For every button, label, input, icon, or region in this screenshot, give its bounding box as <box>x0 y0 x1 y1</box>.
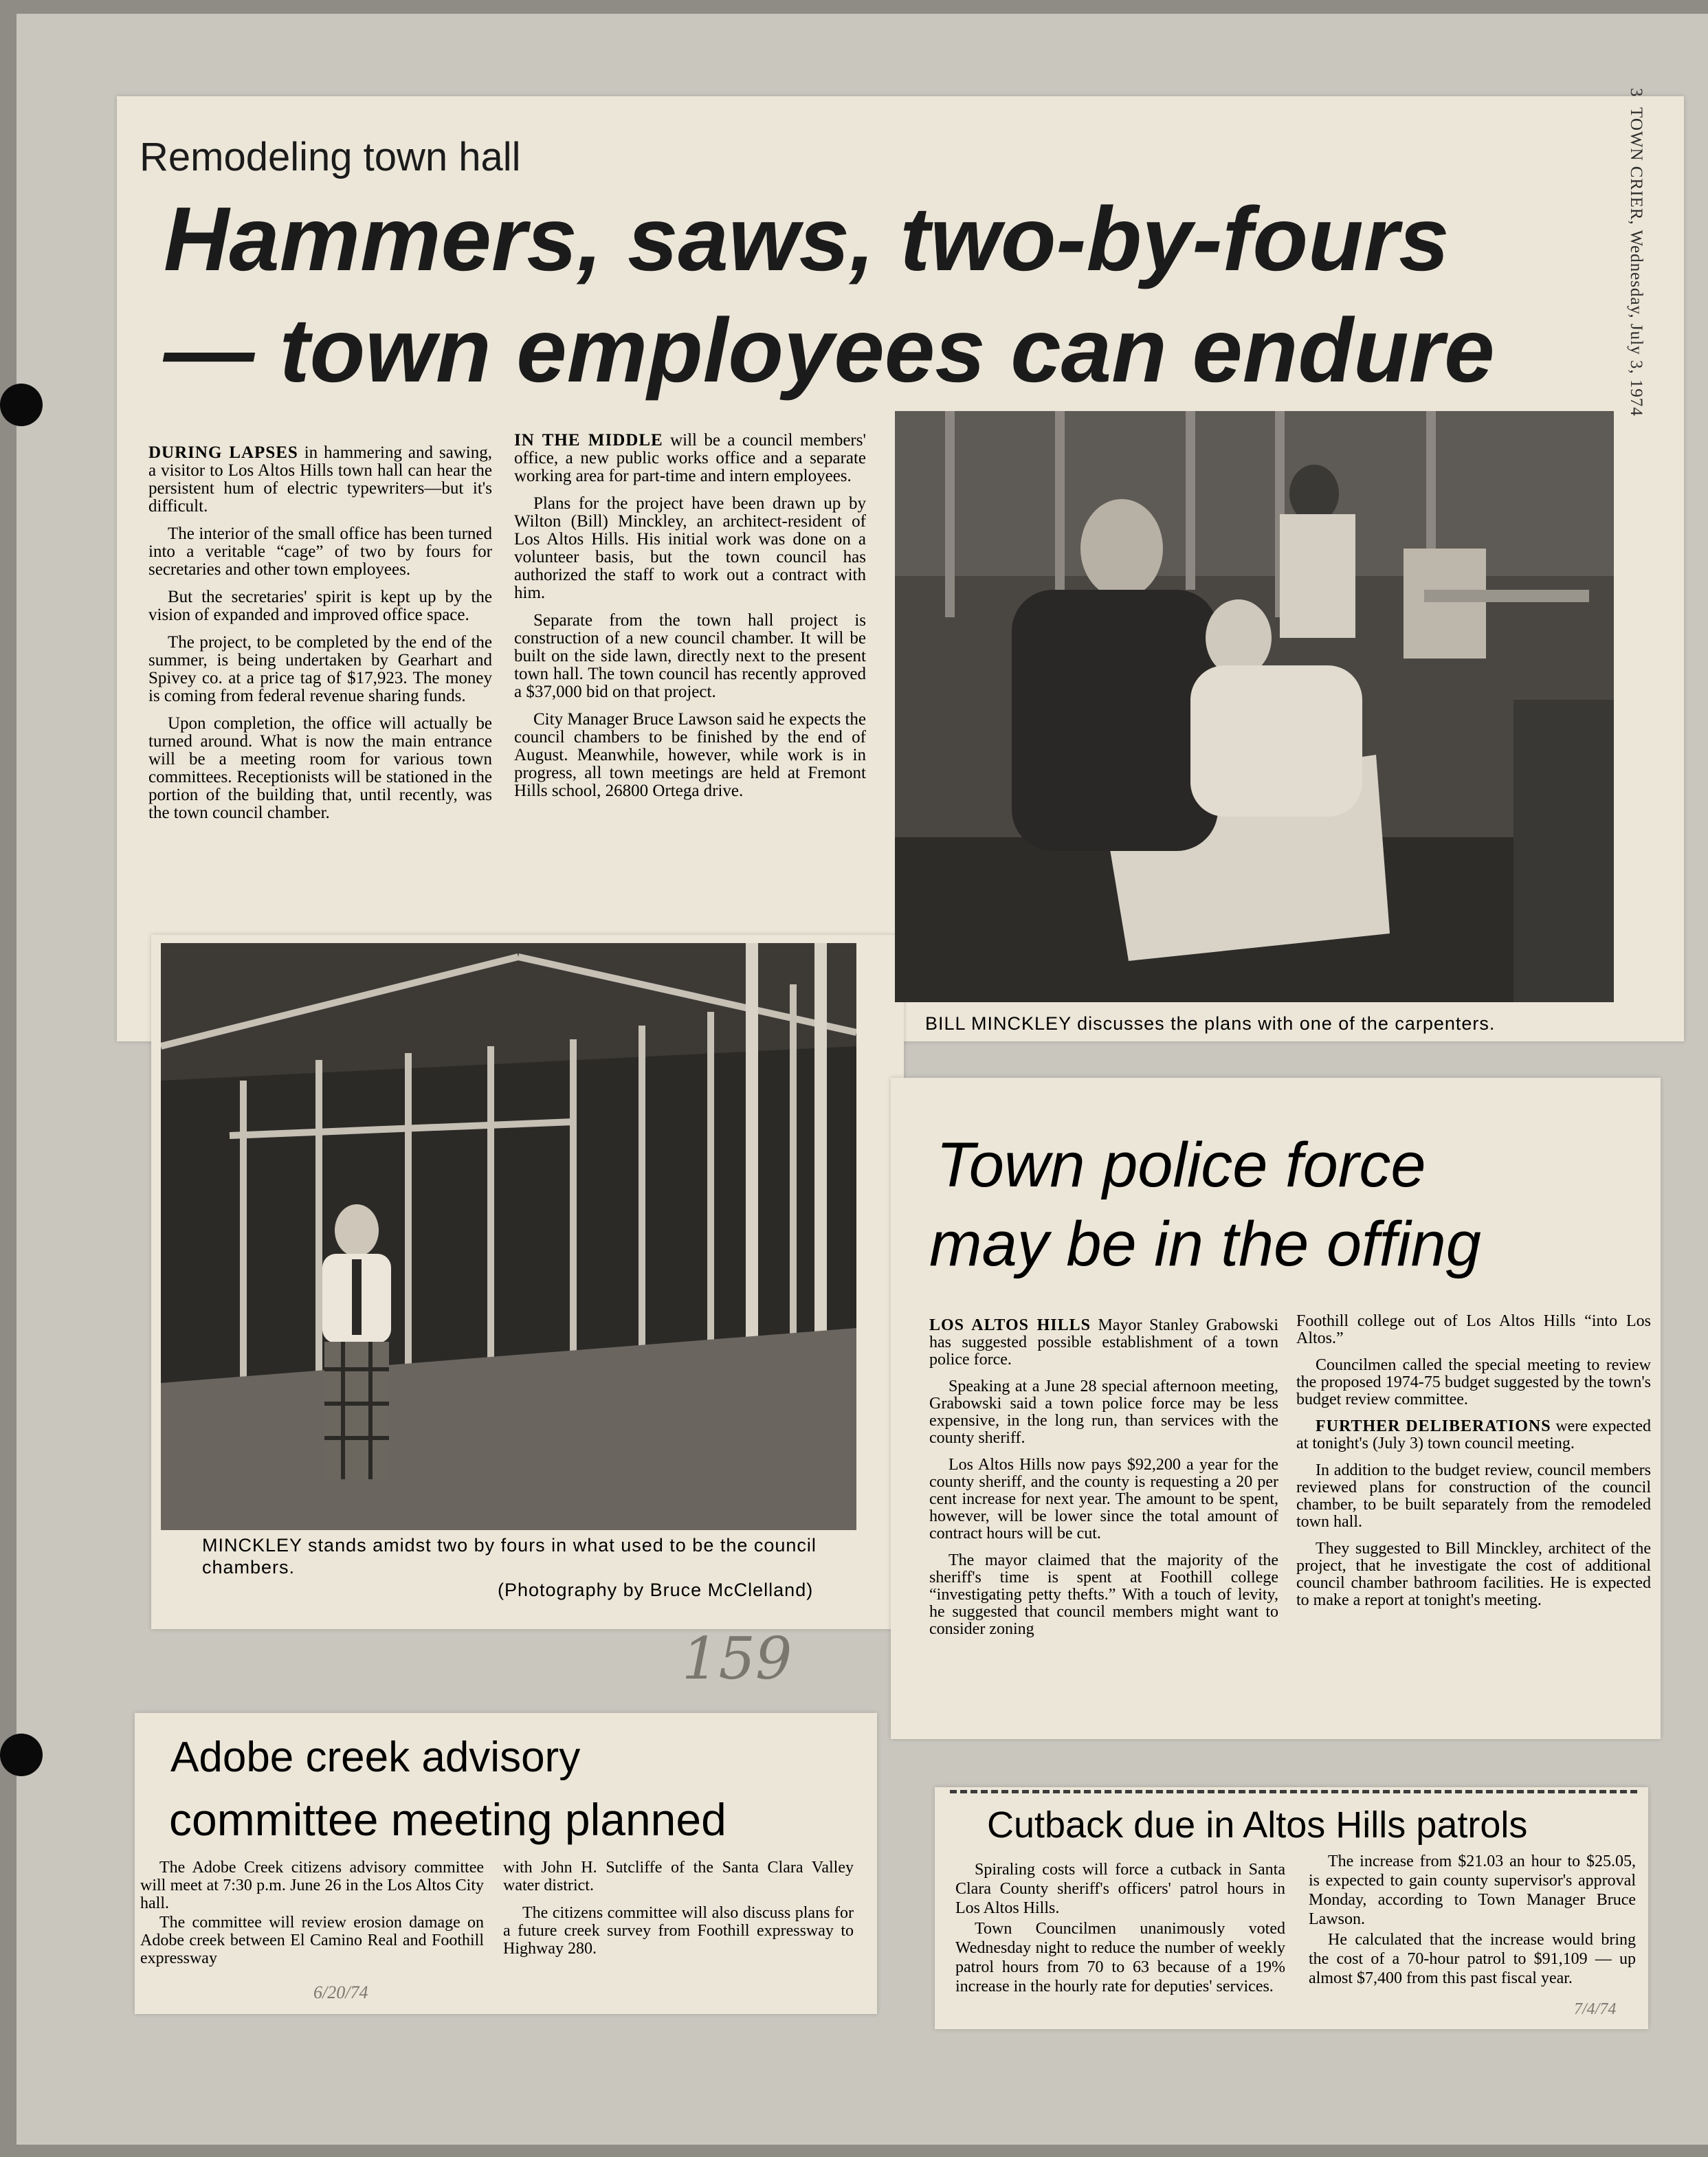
remodel-col2-p1: will be a council members' office, a new public works office and a separate working area for part-time and intern employees. <box>514 431 866 485</box>
police-col1-p2: Speaking at a June 28 special afternoon meeting, Grabowski said a town police force may be less expensive, in the long run, than services with the county sheriff. <box>929 1378 1278 1447</box>
adobe-col1-p2: The committee will review erosion damage on Adobe creek between El Camino Real and Foothill expressway <box>140 1914 484 1967</box>
binder-hole-bottom <box>0 1734 43 1776</box>
remodel-col2-p4: City Manager Bruce Lawson said he expects the council chambers to be finished by the end of August. Meanwhile, however, while work is in progress, all town meetings are held at Fremont Hills school, 26800 Ortega drive. <box>514 710 866 800</box>
photo2-caption: MINCKLEY stands amidst two by fours in what used to be the council chambers. <box>202 1535 817 1578</box>
clipping-top-rule <box>950 1790 1637 1793</box>
remodel-lead-caps: DURING LAPSES <box>148 443 298 462</box>
adobe-headline-line1: Adobe creek advisory <box>170 1734 581 1781</box>
publication-line: TOWN CRIER, Wednesday, July 3, 1974 <box>1627 107 1645 417</box>
page-number: 3 <box>1627 88 1645 98</box>
remodel-col1-p2: The interior of the small office has been turned into a veritable “cage” of two by fours for secretaries and other town employees. <box>148 524 492 579</box>
photo1-caption: BILL MINCKLEY discusses the plans with one of the carpenters. <box>925 1013 1496 1034</box>
adobe-col2-p1: with John H. Sutcliffe of the Santa Clara Valley water district. <box>503 1859 854 1894</box>
police-lead-caps: LOS ALTOS HILLS <box>929 1316 1091 1334</box>
remodel-column-1 <box>148 444 492 832</box>
article-kicker: Remodeling town hall <box>140 135 521 179</box>
remodel-col1-p5: Upon completion, the office will actually be turned around. What is now the main entrance will be a meeting room for various town committees. Receptionists will be stationed in the portion of the building that, until recently, was the town council chamber. <box>148 714 492 822</box>
cutback-col2-p2: He calculated that the increase would bring the cost of a 70-hour patrol to $91,109 — up almost $7,400 from this past fiscal year. <box>1309 1931 1636 1987</box>
police-headline-line2: may be in the offing <box>929 1209 1481 1279</box>
remodel-col1-p4: The project, to be completed by the end of the summer, is being undertaken by Gearhart and Spivey co. at a price tag of $17,923. The money is coming from federal revenue sharing funds. <box>148 633 492 705</box>
binder-hole-top <box>0 384 43 426</box>
police-col2-p5: They suggested to Bill Minckley, architect of the project, that he investigate the cost of additional council chamber bathroom facilities. He is expected to make a report at tonight's meeting. <box>1296 1540 1651 1609</box>
article-headline-line1: Hammers, saws, two-by-fours <box>164 188 1450 289</box>
adobe-headline-line2: committee meeting planned <box>169 1794 727 1845</box>
cutback-col1-p1: Spiraling costs will force a cutback in Santa Clara County sheriff's officers' patrol hours in Los Altos Hills. <box>955 1861 1285 1917</box>
police-col1-p1: Mayor Stanley Grabowski has suggested possible establishment of a town police force. <box>929 1316 1279 1369</box>
cutback-headline: Cutback due in Altos Hills patrols <box>987 1804 1528 1846</box>
police-col2-p2: Councilmen called the special meeting to review the proposed 1974-75 budget suggested by the town's budget review committee. <box>1296 1356 1651 1408</box>
police-col1-p4: The mayor claimed that the majority of the sheriff's time is spent at Foothill college “investigating petty thefts.” With a touch of levity, he suggested that council members might want to consider zoning <box>929 1551 1278 1638</box>
article-headline-line2: — town employees can endure <box>164 300 1495 401</box>
adobe-col2-p2: The citizens committee will also discuss plans for a future creek survey from Foothill expressway to Highway 280. <box>503 1904 854 1958</box>
adobe-column-2 <box>503 1859 854 1967</box>
photo-framing-drawing <box>161 943 856 1530</box>
police-col2-p4: In addition to the budget review, council members reviewed plans for construction of the council chamber, to be built separately from the remodeled town hall. <box>1296 1461 1651 1531</box>
publication-dateline <box>1626 88 1645 473</box>
cutback-col1-p2: Town Councilmen unanimously voted Wednesday night to reduce the number of weekly patrol hours from 70 to 63 because of a 19% increase in the hourly rate for deputies' services. <box>955 1920 1285 1995</box>
adobe-column-1 <box>140 1859 484 1977</box>
police-column-2 <box>1296 1313 1651 1619</box>
photo-credit: (Photography by Bruce McClelland) <box>498 1580 814 1600</box>
remodel-col1-p1: in hammering and sawing, a visitor to Los Altos Hills town hall can hear the persistent hum of electric typewriters—but it's difficult. <box>148 443 492 516</box>
remodel-col2-p2: Plans for the project have been drawn up by Wilton (Bill) Minckley, an architect-resident of Los Altos Hills. His initial work was done on a volunteer basis, but the town council has authorized the staff to work out a contract with him. <box>514 494 866 602</box>
police-headline-line1: Town police force <box>936 1130 1426 1200</box>
remodel-col1-p3: But the secretaries' spirit is kept up by the vision of expanded and improved office space. <box>148 588 492 624</box>
cutback-column-2 <box>1309 1852 1636 1998</box>
police-col2-p1: Foothill college out of Los Altos Hills “into Los Altos.” <box>1296 1312 1651 1347</box>
photo-carpenters-drawing <box>895 411 1614 1002</box>
remodel-col2-p3: Separate from the town hall project is construction of a new council chamber. It will be built on the side lawn, directly next to the present town hall. The town council has recently approved a $37,000 bid on that project. <box>514 611 866 701</box>
remodel-column-2 <box>514 432 866 810</box>
adobe-col1-p1: The Adobe Creek citizens advisory committee will meet at 7:30 p.m. June 26 in the Los Altos City hall. <box>140 1859 484 1912</box>
police-lead-caps-2: FURTHER DELIBERATIONS <box>1316 1417 1551 1435</box>
police-column-1 <box>929 1317 1278 1648</box>
cutback-col2-p1: The increase from $21.03 an hour to $25.05, is expected to gain county supervisor's approval Monday, according to Town Manager Bruce Lawson. <box>1309 1852 1636 1928</box>
cutback-column-1 <box>955 1860 1285 2006</box>
photo-minckley-with-carpenter <box>895 411 1614 1002</box>
police-col2-p3: were expected at tonight's (July 3) town council meeting. <box>1296 1417 1652 1452</box>
handwritten-page-number: 159 <box>682 1625 792 1692</box>
adobe-handwritten-date: 6/20/74 <box>313 1982 368 2002</box>
photo-minckley-in-framing <box>161 943 856 1530</box>
police-col1-p3: Los Altos Hills now pays $92,200 a year for the county sheriff, and the county is requesting a 20 per cent increase for next year. The amount to be spent, however, will be lower since the total amount of contract hours will be cut. <box>929 1456 1278 1542</box>
remodel-lead-caps-2: IN THE MIDDLE <box>514 431 663 450</box>
cutback-handwritten-date: 7/4/74 <box>1574 2000 1617 2018</box>
